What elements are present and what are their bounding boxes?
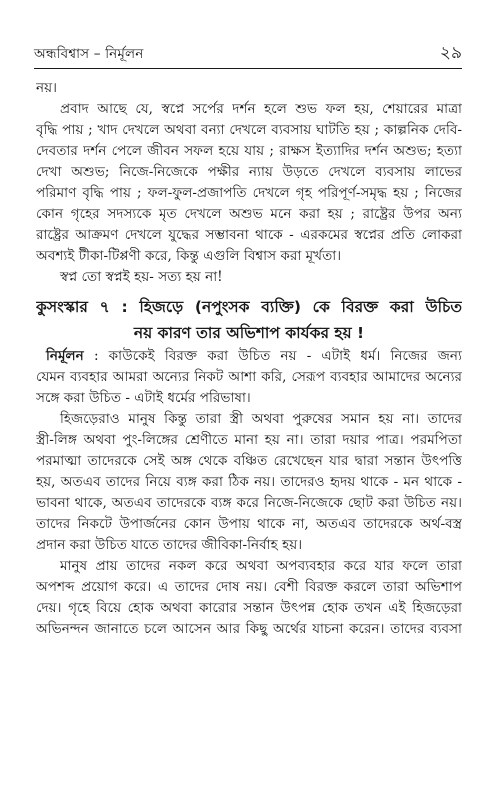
text-line: প্রদান করা উচিত যাতে তাদের জীবিকা-নির্বাহ হয়।: [36, 537, 303, 553]
text-line: ভাবনা থাকে, অতএব তাদেরকে ব্যঙ্গ করে নিজে-নিজেকে ছোট করা উচিত নয়।: [36, 495, 462, 511]
heading-line: নয় কারণ তার অভিশাপ কার্যকর হয় !: [133, 324, 365, 342]
text-line: দেবতার দর্শন পেলে জীবন সফল হয়ে যায় ; রাক্ষস ইত্যাদির দর্শন অশুভ; হত্যা: [36, 143, 462, 159]
running-header: [34, 40, 462, 66]
text-line: দেয়। গৃহে বিয়ে হোক অথবা কারোর সন্তান উৎপন্ন হোক তখন এই হিজড়েরা: [36, 600, 462, 616]
text-line: প্রবাদ আছে যে, স্বপ্নে সর্পের দর্শন হলে শুভ ফল হয়, শেয়ারের মাত্রা: [60, 101, 462, 117]
paragraph-imitation: [36, 556, 462, 640]
heading-line: কুসংস্কার ৭ : হিজড়ে (নপুংসক ব্যক্তি) কে বিরক্ত করা উচিত: [36, 298, 462, 316]
text-line: হয়, অতএব তাদের নিয়ে ব্যঙ্গ করা ঠিক নয়। তাদেরও হৃদয় থাকে - মন থাকে -: [36, 474, 462, 490]
paragraph-hijra: [36, 409, 462, 556]
page-number: ২৯: [439, 43, 462, 63]
eradication-label: নির্মূলন: [46, 348, 84, 364]
running-header-title: অন্ধবিশ্বাস – নির্মূলন: [34, 46, 144, 62]
section-heading: [36, 294, 462, 346]
text-line: রাষ্ট্রের আক্রমণ দেখলে যুদ্ধের সম্ভাবনা থাকে - এরকমের স্বপ্নের প্রতি লোকরা: [36, 227, 462, 243]
text-line: বৃদ্ধি পায় ; খাদ দেখলে অথবা বন্যা দেখলে ব্যবসায় ঘাটতি হয় ; কাল্পনিক দেবি-: [36, 122, 462, 138]
text-line: মানুষ প্রায় তাদের নকল করে অথবা অপব্যবহার করে যার ফলে তারা: [60, 558, 462, 574]
text-line: [36, 346, 462, 367]
paragraph-dream-truth: স্বপ্ন তো স্বপ্নই হয়- সত্য হয় না!: [60, 269, 223, 285]
header-rule: [34, 68, 462, 69]
paragraph-eradication: [36, 346, 462, 409]
paragraph-continuation: নয়।: [36, 80, 57, 96]
text-line: কোন গৃহের সদস্যকে মৃত দেখলে অশুভ মনে করা হয় ; রাষ্ট্রের উপর অন্য: [36, 206, 462, 222]
text-line: স্ত্রী-লিঙ্গ অথবা পুং-লিঙ্গের শ্রেণীতে মানা হয় না। তারা দয়ার পাত্র। পরমপিতা: [36, 432, 462, 448]
text-line: অপশব্দ প্রয়োগ করে। এ তাদের দোষ নয়। বেশী বিরক্ত করলে তারা অভিশাপ: [36, 579, 462, 595]
paragraph-dreams: [36, 99, 462, 267]
text-line: অভিনন্দন জানাতে চলে আসেন আর কিছু অর্থের যাচনা করেন। তাদের ব্যবসা: [36, 621, 462, 637]
text-line: পরমাত্মা তাদেরকে সেই অঙ্গ থেকে বঞ্চিত রেখেছেন যার দ্বারা সন্তান উৎপত্তি: [36, 453, 462, 469]
text-line: যেমন ব্যবহার আমরা অন্যের নিকট আশা করি, সেরূপ ব্যবহার আমাদের অন্যের: [36, 369, 462, 385]
text-line: পরিমাণ বৃদ্ধি পায় ; ফল-ফুল-প্রজাপতি দেখলে গৃহ পরিপূর্ণ-সমৃদ্ধ হয় ; নিজের: [36, 185, 462, 201]
text-run: : কাউকেই বিরক্ত করা উচিত নয় - এটাই ধর্ম। নিজের জন্য: [83, 348, 462, 364]
text-line: দেখা অশুভ; নিজে-নিজেকে পক্ষীর ন্যায় উড়তে দেখলে ব্যবসায় লাভের: [36, 164, 462, 180]
text-line: অবশ্যই টীকা-টিপ্পণী করে, কিন্তু এগুলি বিশ্বাস করা মূর্খতা।: [36, 248, 342, 264]
text-line: হিজড়েরাও মানুষ কিন্তু তারা স্ত্রী অথবা পুরুষের সমান হয় না। তাদের: [60, 411, 462, 427]
body-text: [36, 78, 462, 640]
text-line: তাদের নিকটে উপার্জনের কোন উপায় থাকে না, অতএব তাদেরকে অর্থ-বস্ত্র: [36, 516, 462, 532]
text-line: সঙ্গে করা উচিত - এটাই ধর্মের পরিভাষা।: [36, 390, 251, 406]
